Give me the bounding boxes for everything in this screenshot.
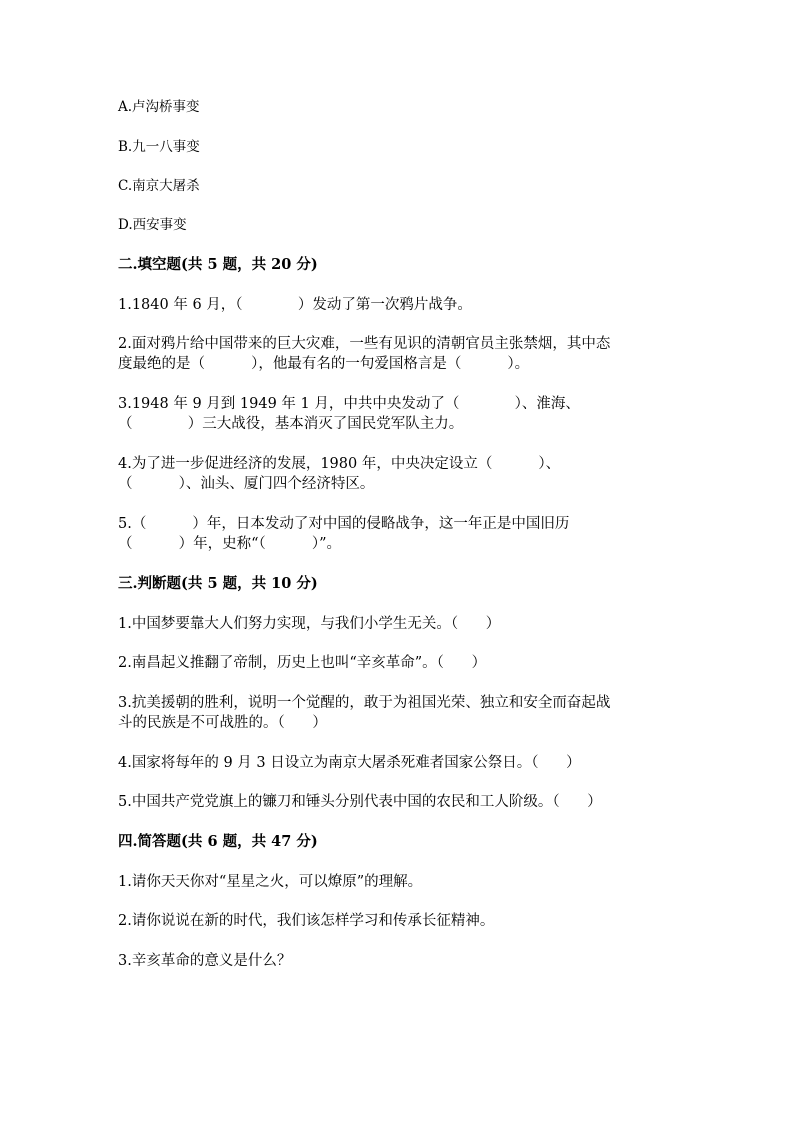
question-line: （ ）三大战役，基本消灭了国民党军队主力。 <box>118 416 464 432</box>
question-line: （ ）年，史称“（ ）”。 <box>118 536 342 552</box>
option-a: A.卢沟桥事变 <box>118 99 200 115</box>
section-heading-short-answer: 四.简答题(共 6 题，共 47 分) <box>118 833 318 850</box>
question-line: 3.辛亥革命的意义是什么？ <box>118 953 292 969</box>
question-line: 5.（ ）年，日本发动了对中国的侵略战争，这一年正是中国旧历 <box>118 516 570 532</box>
question-line: 2.南昌起义推翻了帝制，历史上也叫“辛亥革命”。（ ） <box>118 655 487 671</box>
question-line: 2.请你说说在新的时代，我们该怎样学习和传承长征精神。 <box>118 913 495 929</box>
question-line: 度最绝的是（ ），他最有名的一句爱国格言是（ ）。 <box>118 356 530 372</box>
section-heading-true-false: 三.判断题(共 5 题，共 10 分) <box>118 575 318 592</box>
question-line: 4.国家将每年的 9 月 3 日设立为南京大屠杀死难者国家公祭日。（ ） <box>118 755 581 771</box>
question-line: 1.1840 年 6 月，（ ）发动了第一次鸦片战争。 <box>118 297 472 313</box>
question-line: 斗的民族是不可战胜的。（ ） <box>118 715 327 731</box>
question-line: 1.中国梦要靠大人们努力实现，与我们小学生无关。（ ） <box>118 616 501 632</box>
option-b: B.九一八事变 <box>118 139 200 155</box>
question-line: 1.请你天天你对“星星之火，可以燎原”的理解。 <box>118 874 423 890</box>
question-line: 5.中国共产党党旗上的镰刀和锤头分别代表中国的农民和工人阶级。（ ） <box>118 794 602 810</box>
option-d: D.西安事变 <box>118 217 187 233</box>
question-line: 2.面对鸦片给中国带来的巨大灾难，一些有见识的清朝官员主张禁烟，其中态 <box>118 336 611 352</box>
option-c: C.南京大屠杀 <box>118 178 200 194</box>
question-line: 4.为了进一步促进经济的发展，1980 年，中央决定设立（ ）、 <box>118 456 561 472</box>
section-heading-fill-in: 二.填空题(共 5 题，共 20 分) <box>118 256 318 273</box>
question-line: 3.1948 年 9 月到 1949 年 1 月，中共中央发动了（ ）、淮海、 <box>118 396 580 412</box>
question-line: （ ）、汕头、厦门四个经济特区。 <box>118 476 375 492</box>
question-line: 3.抗美援朝的胜利，说明一个觉醒的，敢于为祖国光荣、独立和安全而奋起战 <box>118 695 611 711</box>
